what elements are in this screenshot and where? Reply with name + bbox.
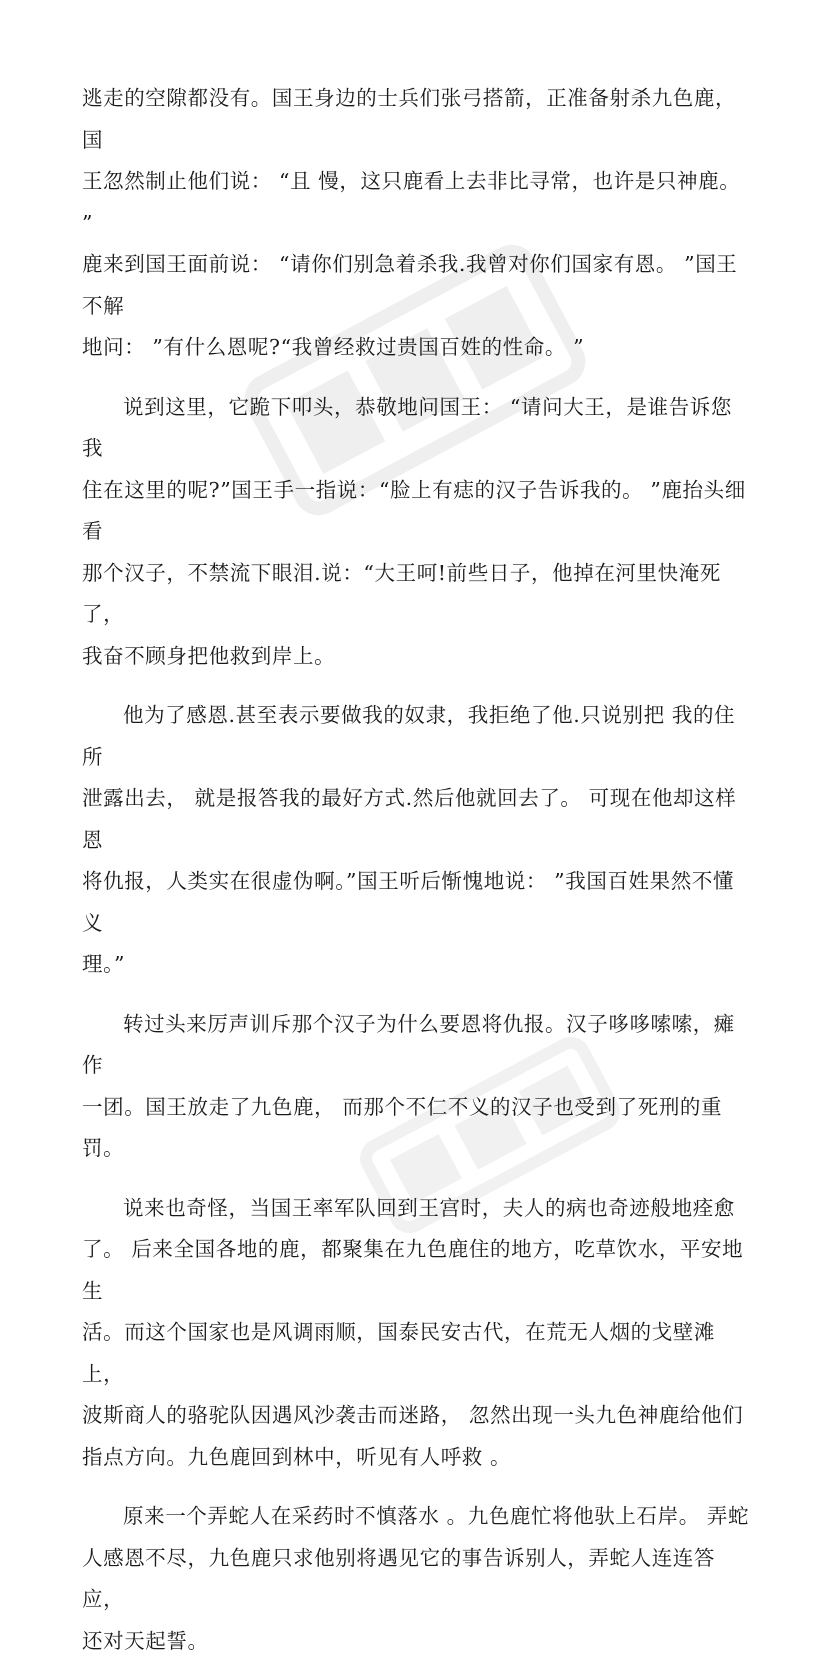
paragraph — [82, 387, 752, 678]
text-line: 了。 后来全国各地的鹿，都聚集在九色鹿住的地方，吃草饮水，平安地生 — [82, 1229, 752, 1312]
text-line: 鹿来到国王面前说： “请你们别急着杀我.我曾对你们国家有恩。 ”国王不解 — [82, 244, 752, 327]
text-line: 活。而这个国家也是风调雨顺，国泰民安古代，在荒无人烟的戈壁滩上， — [82, 1312, 752, 1395]
text-line: 泄露出去， 就是报答我的最好方式.然后他就回去了。 可现在他却这样恩 — [82, 778, 752, 861]
text-line: 转过头来厉声训斥那个汉子为什么要恩将仇报。汉子哆哆嗦嗦，瘫作 — [82, 1004, 752, 1087]
paragraph — [82, 1188, 752, 1479]
text-line: 波斯商人的骆驼队因遇风沙袭击而迷路， 忽然出现一头九色神鹿给他们 — [82, 1395, 752, 1437]
document-body — [82, 78, 752, 1662]
text-line: 原来一个弄蛇人在采药时不慎落水 。九色鹿忙将他驮上石岸。 弄蛇 — [82, 1496, 752, 1538]
text-line: 人感恩不尽，九色鹿只求他别将遇见它的事告诉别人，弄蛇人连连答应， — [82, 1538, 752, 1621]
text-line: 将仇报，人类实在很虚伪啊。”国王听后惭愧地说： ”我国百姓果然不懂义 — [82, 861, 752, 944]
text-line: 逃走的空隙都没有。国王身边的士兵们张弓搭箭，正准备射杀九色鹿，国 — [82, 78, 752, 161]
paragraph — [82, 1004, 752, 1170]
text-line: 他为了感恩.甚至表示要做我的奴隶，我拒绝了他.只说别把 我的住所 — [82, 695, 752, 778]
paragraph — [82, 695, 752, 986]
paragraph — [82, 78, 752, 369]
text-line: 说到这里，它跪下叩头，恭敬地问国王： “请问大王，是谁告诉您我 — [82, 387, 752, 470]
paragraph — [82, 1496, 752, 1662]
text-line: 还对天起誓。 — [82, 1621, 752, 1662]
text-line: 那个汉子，不禁流下眼泪.说：“大王呵!前些日子，他掉在河里快淹死了， — [82, 553, 752, 636]
text-line: 住在这里的呢?”国王手一指说：“脸上有痣的汉子告诉我的。 ”鹿抬头细看 — [82, 470, 752, 553]
text-line: 我奋不顾身把他救到岸上。 — [82, 636, 752, 678]
text-line: 理。” — [82, 944, 752, 986]
text-line: 指点方向。九色鹿回到林中，听见有人呼救 。 — [82, 1437, 752, 1479]
text-line: 地问： ”有什么恩呢?“我曾经救过贵国百姓的性命。 ” — [82, 327, 752, 369]
text-line: 一团。国王放走了九色鹿， 而那个不仁不义的汉子也受到了死刑的重罚。 — [82, 1087, 752, 1170]
text-line: 说来也奇怪，当国王率军队回到王宫时，夫人的病也奇迹般地痊愈 — [82, 1188, 752, 1230]
text-line: 王忽然制止他们说： “且 慢，这只鹿看上去非比寻常，也许是只神鹿。 ” — [82, 161, 752, 244]
